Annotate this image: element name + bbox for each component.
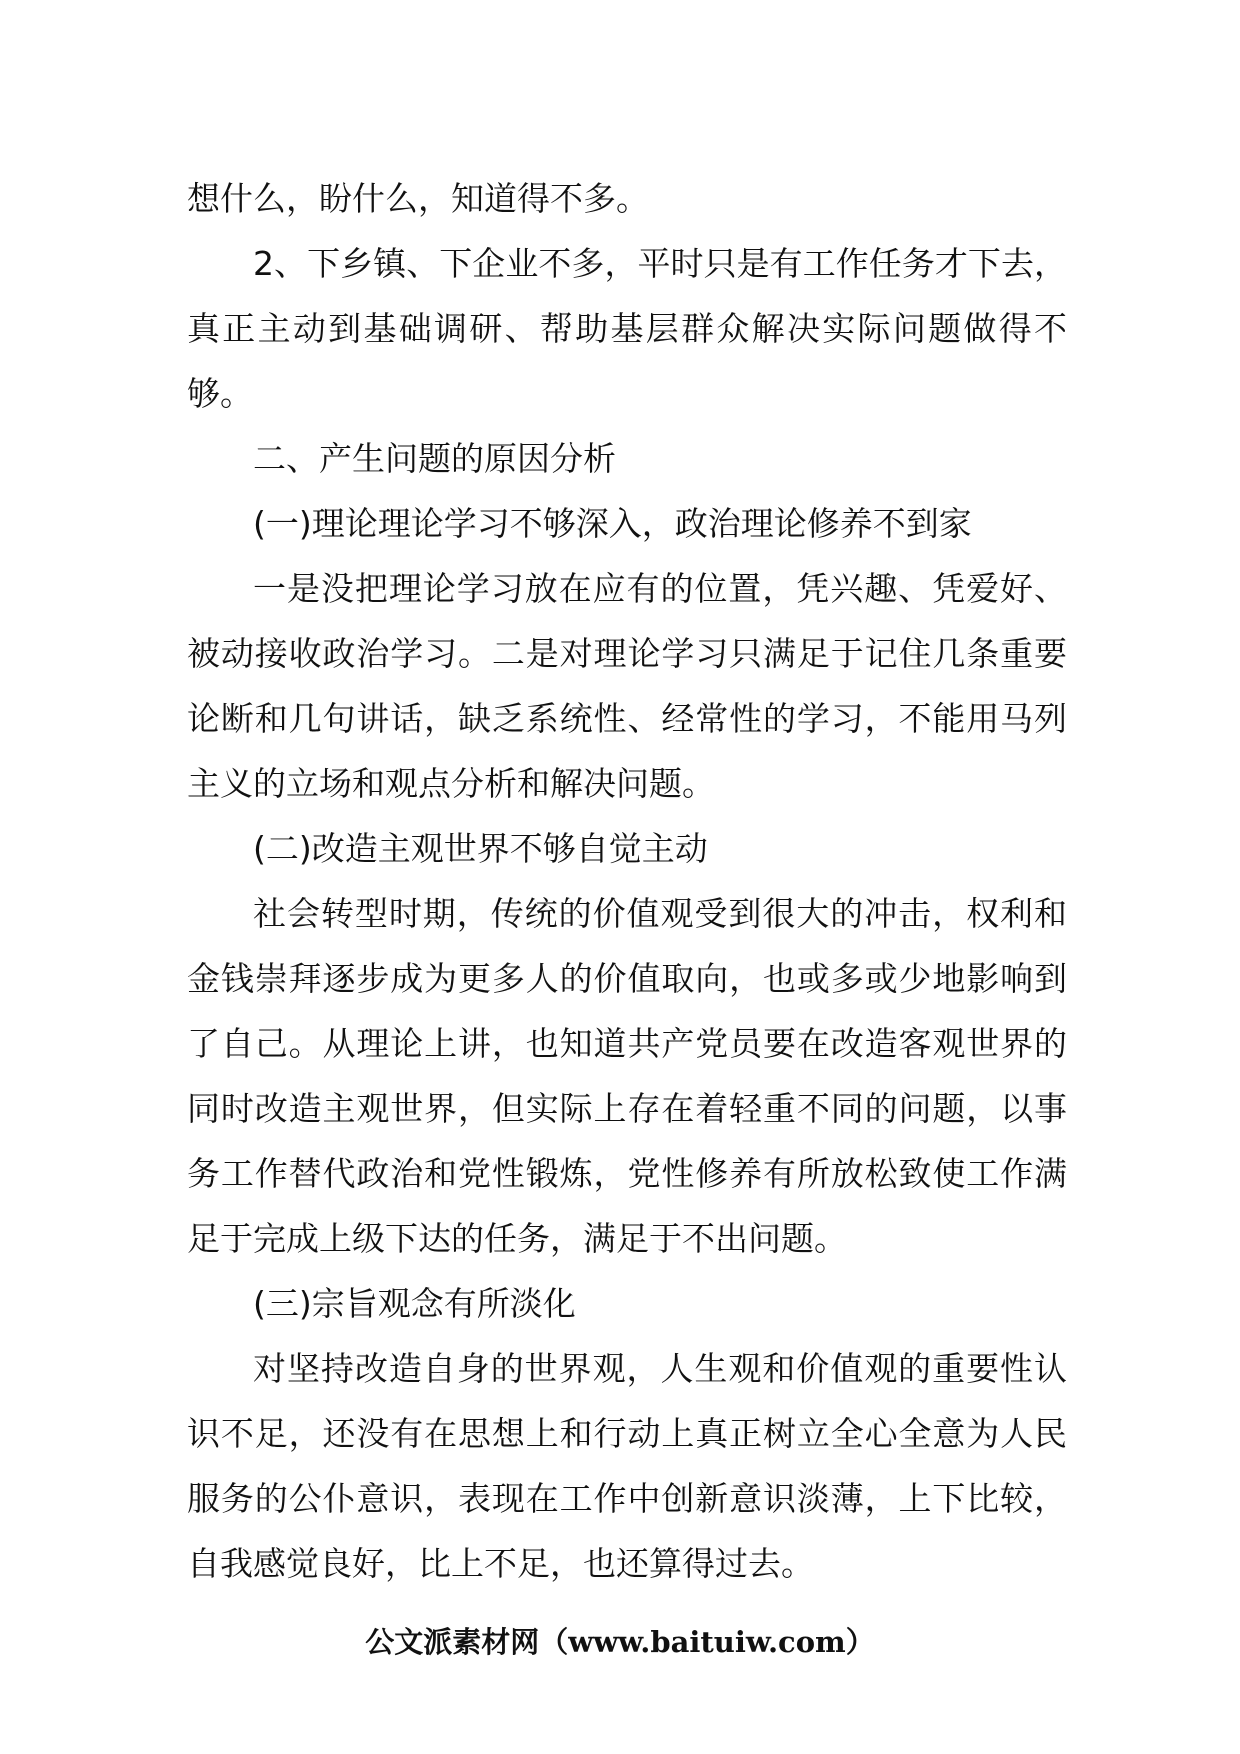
section-heading-cause-analysis: 二、产生问题的原因分析 — [253, 439, 616, 478]
document-body — [187, 166, 1067, 1596]
subheading-2: (二)改造主观世界不够自觉主动 — [253, 829, 708, 868]
subheading-1: (一)理论理论学习不够深入，政治理论修养不到家 — [253, 504, 972, 543]
paragraph-2: 2、下乡镇、下企业不多，平时只是有工作任务才下去，真正主动到基础调研、帮助基层群众解决实际问题做得不够。 — [187, 244, 1067, 413]
subheading-3: (三)宗旨观念有所淡化 — [253, 1284, 576, 1323]
paragraph-1: 想什么，盼什么，知道得不多。 — [187, 179, 649, 218]
paragraph-4: 社会转型时期，传统的价值观受到很大的冲击，权利和金钱崇拜逐步成为更多人的价值取向，也或多或少地影响到了自己。从理论上讲，也知道共产党员要在改造客观世界的同时改造主观世界，但实际上存在着轻重不同的问题，以事务工作替代政治和党性锻炼，党性修养有所放松致使工作满足于完成上级下达的任务，满足于不出问题。 — [187, 894, 1067, 1258]
paragraph-5: 对坚持改造自身的世界观，人生观和价值观的重要性认识不足，还没有在思想上和行动上真正树立全心全意为人民服务的公仆意识，表现在工作中创新意识淡薄，上下比较，自我感觉良好，比上不足，也还算得过去。 — [187, 1349, 1067, 1583]
footer-watermark: 公文派素材网（www.baituiw.com） — [365, 1625, 875, 1659]
paragraph-3: 一是没把理论学习放在应有的位置，凭兴趣、凭爱好、被动接收政治学习。二是对理论学习只满足于记住几条重要论断和几句讲话，缺乏系统性、经常性的学习，不能用马列主义的立场和观点分析和解决问题。 — [187, 569, 1067, 803]
